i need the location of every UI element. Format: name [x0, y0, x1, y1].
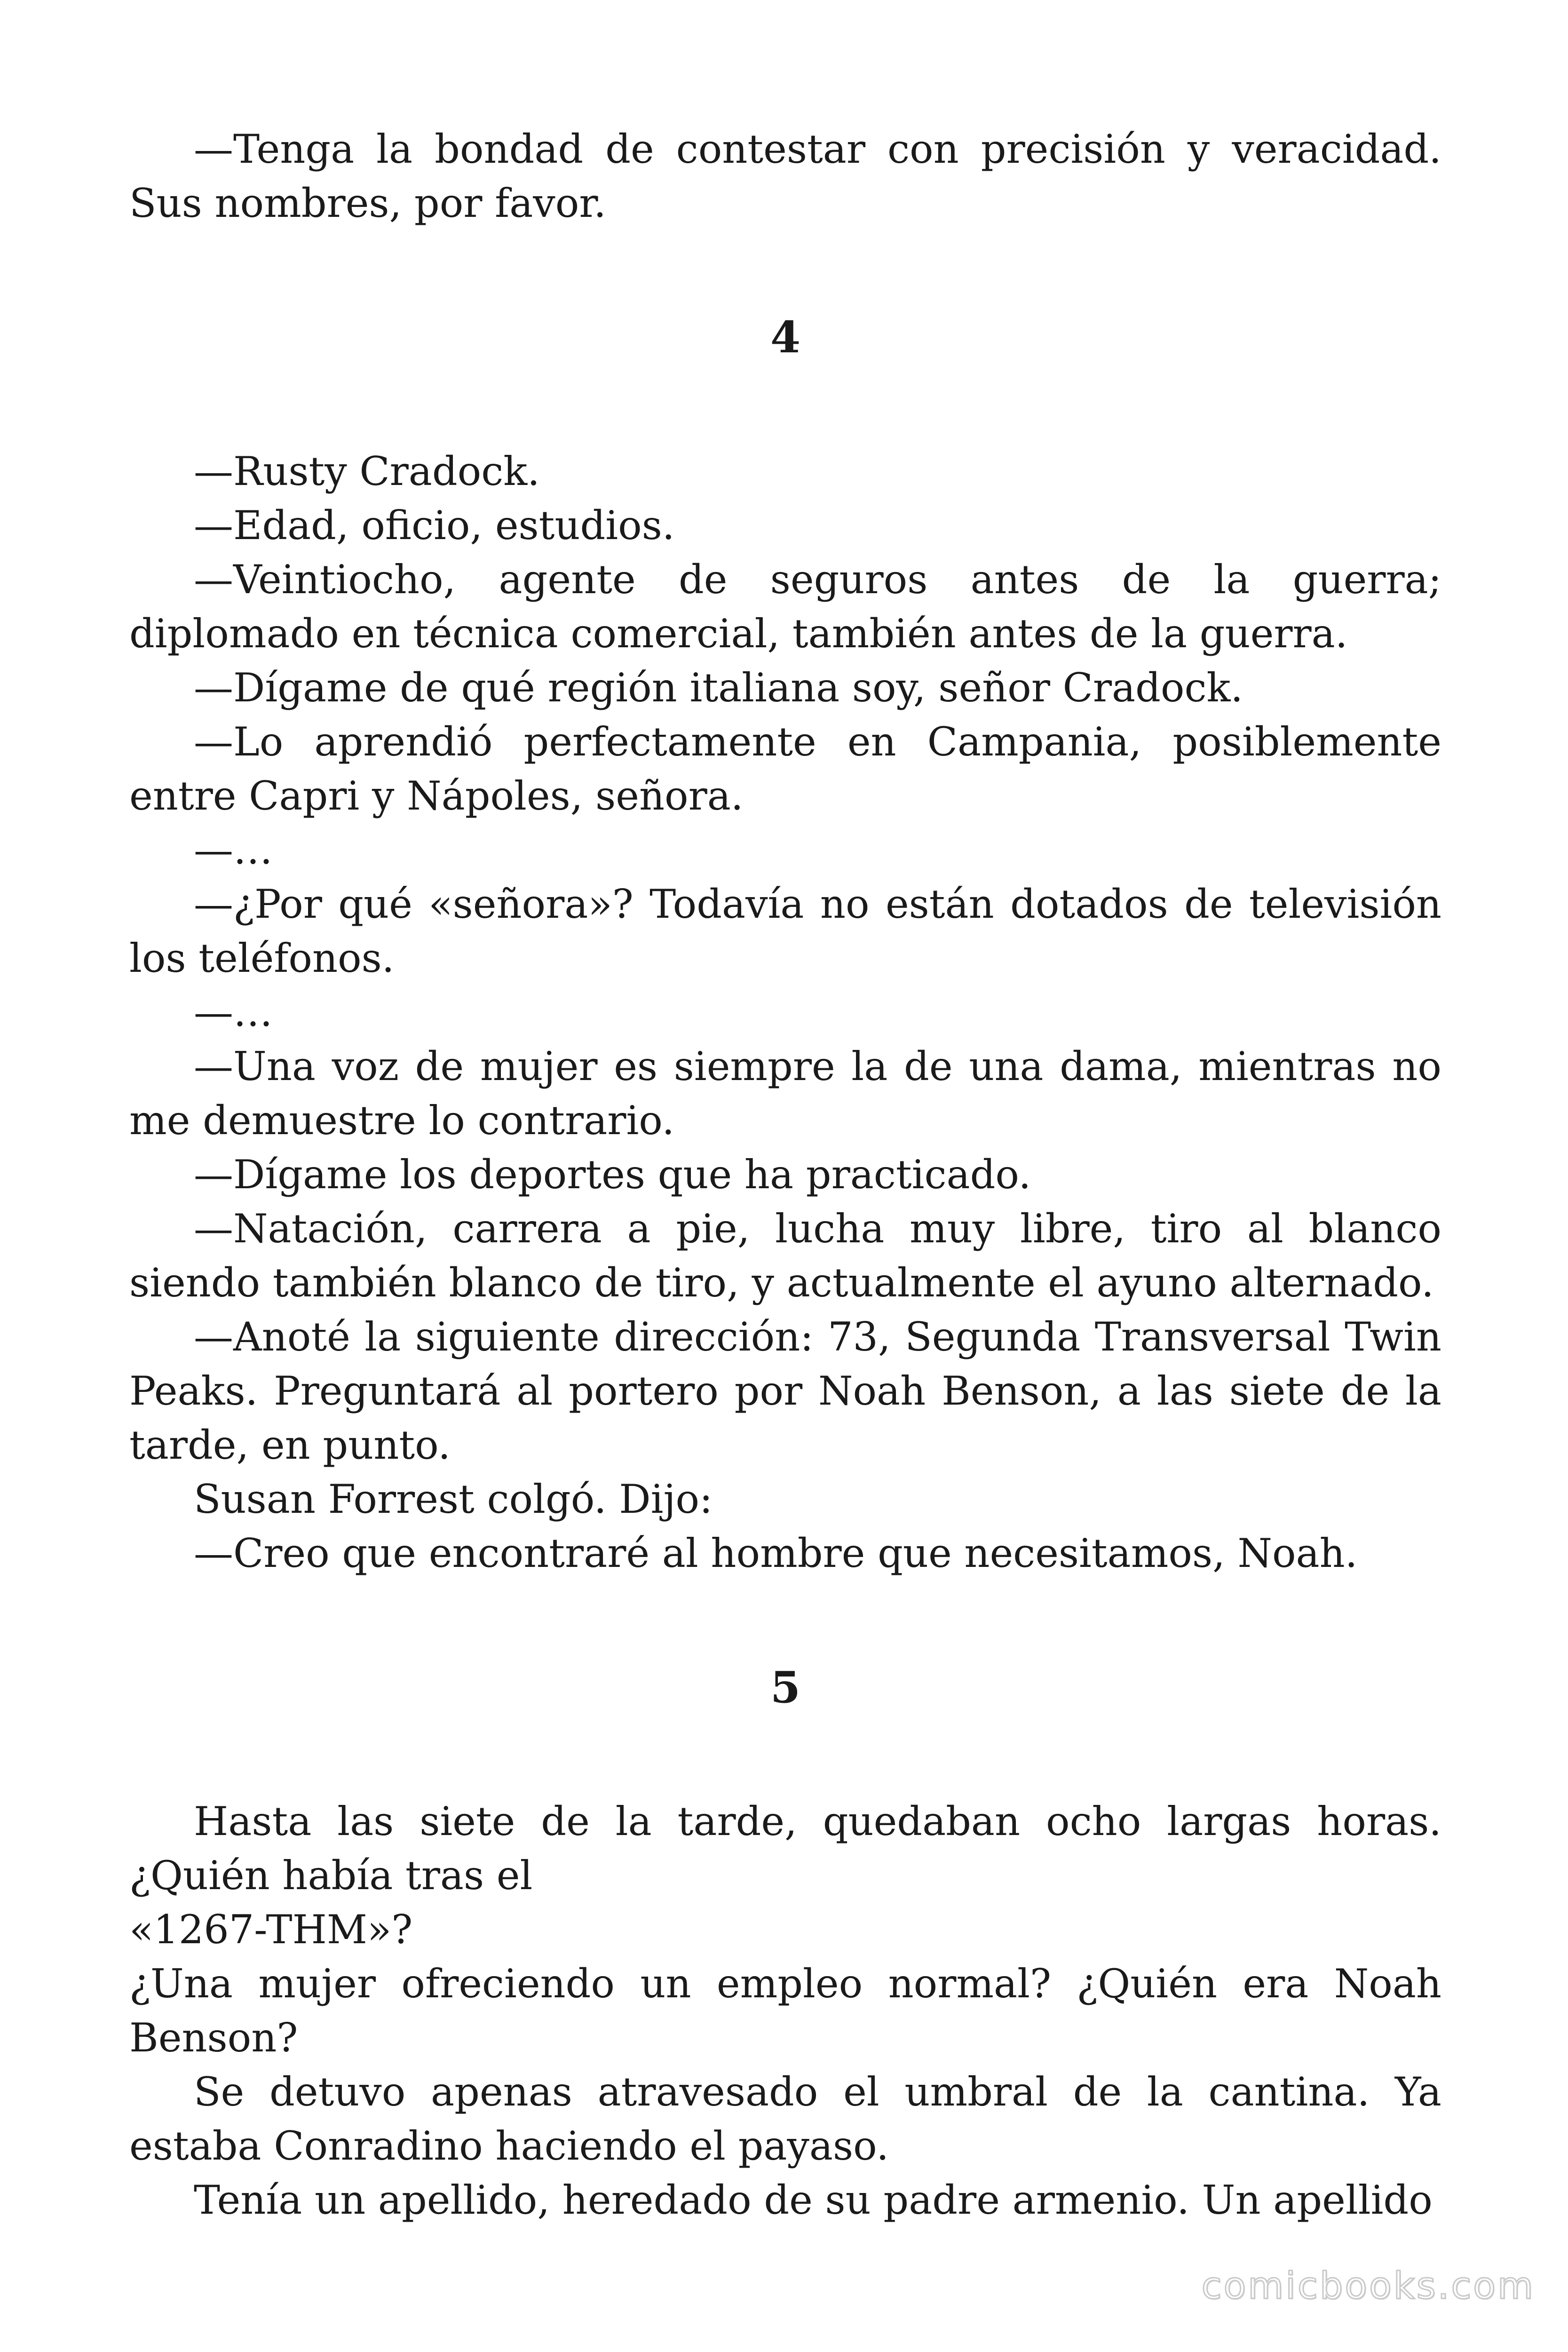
dialogue-line: —…: [194, 989, 273, 1035]
dialogue-line: —Dígame de qué región italiana soy, señor Cradock.: [194, 665, 1243, 711]
narration-line: Susan Forrest colgó. Dijo:: [194, 1476, 713, 1522]
dialogue-line: —¿Por qué «señora»? Todavía no están dotados de televisión los teléfonos.: [129, 881, 1441, 981]
dialogue-line: —Creo que encontraré al hombre que necesitamos, Noah.: [194, 1530, 1358, 1576]
dialogue-line: —…: [194, 827, 273, 873]
dialogue-line: —Natación, carrera a pie, lucha muy libre, tiro al blanco siendo también blanco de tiro, y actualmente el ayuno alternado.: [129, 1206, 1441, 1306]
narration-paragraph: Hasta las siete de la tarde, quedaban ocho largas horas. ¿Quién había tras el: [129, 1798, 1441, 1899]
dialogue-line: —Una voz de mujer es siempre la de una dama, mientras no me demuestre lo contrario.: [129, 1043, 1441, 1144]
dialogue-line: —Dígame los deportes que ha practicado.: [194, 1152, 1031, 1198]
narration-line: «1267-THM»?: [129, 1907, 413, 1953]
narration-paragraph: Tenía un apellido, heredado de su padre armenio. Un apellido: [194, 2177, 1433, 2223]
dialogue-line: —Edad, oficio, estudios.: [194, 502, 675, 548]
narration-paragraph: Se detuvo apenas atravesado el umbral de la cantina. Ya estaba Conradino haciendo el payaso.: [129, 2069, 1441, 2169]
narration-paragraph: ¿Una mujer ofreciendo un empleo normal? ¿Quién era Noah Benson?: [129, 1961, 1441, 2061]
dialogue-line: —Lo aprendió perfectamente en Campania, posiblemente entre Capri y Nápoles, señora.: [129, 719, 1441, 819]
dialogue-line: —Anoté la siguiente dirección: 73, Segunda Transversal Twin Peaks. Preguntará al portero por Noah Benson, a las siete de la tarde, en punto.: [129, 1314, 1441, 1468]
dialogue-line: —Veintiocho, agente de seguros antes de la guerra; diplomado en técnica comercial, también antes de la guerra.: [129, 556, 1441, 657]
watermark-text: comicbooks.com: [1201, 2265, 1535, 2307]
book-page: [129, 122, 1441, 2227]
chapter-4-heading: 4: [770, 312, 800, 363]
chapter-5-heading: 5: [770, 1662, 800, 1713]
paragraph-opening: —Tenga la bondad de contestar con precisión y veracidad. Sus nombres, por favor.: [129, 126, 1441, 226]
dialogue-line: —Rusty Cradock.: [194, 448, 540, 494]
